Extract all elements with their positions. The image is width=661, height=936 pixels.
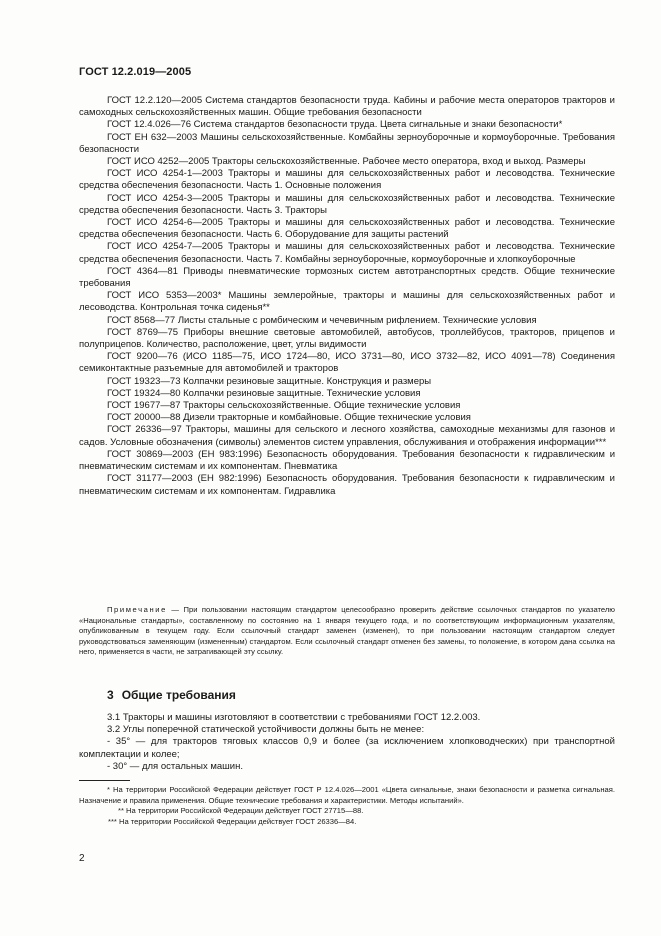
list-item: - 35° — для тракторов тяговых классов 0,9 и более (за исключением хлопководческих) при транспортной комплектации и колее;: [79, 736, 615, 760]
footnote-divider: [79, 780, 130, 781]
reference-item: ГОСТ ЕН 632—2003 Машины сельскохозяйственные. Комбайны зерноуборочные и кормоуборочные. Требования безопасности: [79, 131, 615, 155]
footnote-item: ** На территории Российской Федерации действует ГОСТ 27715—88.: [118, 806, 364, 816]
reference-item: ГОСТ 20000—88 Дизели тракторные и комбайновые. Общие технические условия: [107, 412, 471, 424]
reference-item: ГОСТ ИСО 4254-3—2005 Тракторы и машины для сельскохозяйственных работ и лесоводства. Технические средства обеспечения безопасности. Часть 3. Тракторы: [79, 192, 615, 216]
reference-item: ГОСТ 12.4.026—76 Система стандартов безопасности труда. Цвета сигнальные и знаки безопасности*: [107, 119, 563, 131]
section-title: Общие требования: [121, 688, 236, 702]
reference-item: ГОСТ 30869—2003 (ЕН 983:1996) Безопасность оборудования. Требования безопасности к гидравлическим и пневматическим системам и их компонентам. Пневматика: [79, 448, 615, 473]
reference-item: ГОСТ ИСО 4254-1—2003 Тракторы и машины для сельскохозяйственных работ и лесоводства. Технические средства обеспечения безопасности. Часть 1. Основные положения: [79, 168, 615, 192]
footnote-item: *** На территории Российской Федерации действует ГОСТ 26336—84.: [108, 816, 357, 826]
page-header-title: ГОСТ 12.2.019—2005: [79, 66, 192, 78]
reference-item: ГОСТ ИСО 4254-7—2005 Тракторы и машины для сельскохозяйственных работ и лесоводства. Технические средства обеспечения безопасности. Часть 7. Комбайны зерноуборочные, кормоуборочные и хлопкоуборочные: [79, 241, 615, 265]
section-body: [79, 712, 615, 773]
reference-item: ГОСТ ИСО 5353—2003* Машины землеройные, тракторы и машины для сельскохозяйственных работ и лесоводства. Контрольная точка сиденья**: [79, 290, 615, 314]
page-number: 2: [79, 853, 85, 864]
note-text: — При пользовании настоящим стандартом целесообразно проверить действие ссылочных стандартов по указателю «Национальные стандарты», составленному по состоянию на 1 января текущего года, и по соответствующим информационным указателям, опубликованным в текущем году. Если ссылочный стандарт заменен (изменен), то при пользовании настоящим стандартом следует руководствоваться заменяющим (измененным) стандартом. Если ссылочный стандарт отменен без замены, то положение, в котором дана ссылка на него, применяется в части, не затрагивающей эту ссылку.: [79, 605, 615, 657]
section-number: 3: [107, 688, 114, 702]
paragraph: 3.1 Тракторы и машины изготовляют в соответствии с требованиями ГОСТ 12.2.003.: [107, 712, 481, 723]
reference-item: ГОСТ 8568—77 Листы стальные с ромбическим и чечевичным рифлением. Технические условия: [107, 314, 537, 326]
reference-item: ГОСТ 9200—76 (ИСО 1185—75, ИСО 1724—80, ИСО 3731—80, ИСО 3732—82, ИСО 4091—78) Соединения семиконтактные разъемные для автомобилей и тракторов: [79, 351, 615, 375]
references-note: [79, 605, 615, 658]
reference-item: ГОСТ 26336—97 Тракторы, машины для сельского и лесного хозяйства, самоходные механизмы для газонов и садов. Условные обозначения (символы) элементов систем управления, обслуживания и отображения информации***: [79, 424, 615, 448]
reference-item: ГОСТ 31177—2003 (ЕН 982:1996) Безопасность оборудования. Требования безопасности к гидравлическим и пневматическим системам и их компонентам. Гидравлика: [79, 473, 615, 497]
reference-item: ГОСТ 8769—75 Приборы внешние световые автомобилей, автобусов, троллейбусов, тракторов, прицепов и полуприцепов. Количество, расположение, цвет, углы видимости: [79, 326, 615, 351]
paragraph: 3.2 Углы поперечной статической устойчивости должны быть не менее:: [107, 724, 425, 736]
section-heading: [107, 688, 236, 702]
list-item: - 30° — для остальных машин.: [107, 760, 243, 772]
reference-item: ГОСТ 19677—87 Тракторы сельскохозяйственные. Общие технические условия: [107, 400, 461, 412]
reference-item: ГОСТ 19323—73 Колпачки резиновые защитные. Конструкция и размеры: [107, 375, 432, 387]
reference-item: ГОСТ 4364—81 Приводы пневматические тормозных систем автотранспортных средств. Общие технические требования: [79, 265, 615, 290]
note-label: Примечание: [107, 605, 167, 614]
normative-references-list: [79, 95, 615, 498]
reference-item: ГОСТ ИСО 4254-6—2005 Тракторы и машины для сельскохозяйственных работ и лесоводства. Технические средства обеспечения безопасности. Часть 6. Оборудование для защиты растений: [79, 217, 615, 241]
reference-item: ГОСТ 12.2.120—2005 Система стандартов безопасности труда. Кабины и рабочие места операторов тракторов и самоходных сельскохозяйственных машин. Общие требования безопасности: [79, 95, 615, 119]
reference-item: ГОСТ ИСО 4252—2005 Тракторы сельскохозяйственные. Рабочее место оператора, вход и выход. Размеры: [107, 156, 586, 168]
reference-item: ГОСТ 19324—80 Колпачки резиновые защитные. Технические условия: [107, 387, 421, 399]
footnotes: [79, 785, 615, 827]
footnote-item: * На территории Российской Федерации действует ГОСТ Р 12.4.026—2001 «Цвета сигнальные, знаки безопасности и разметка сигнальная. Назначение и правила применения. Общие технические требования и характеристики. Методы испытаний».: [79, 785, 615, 805]
